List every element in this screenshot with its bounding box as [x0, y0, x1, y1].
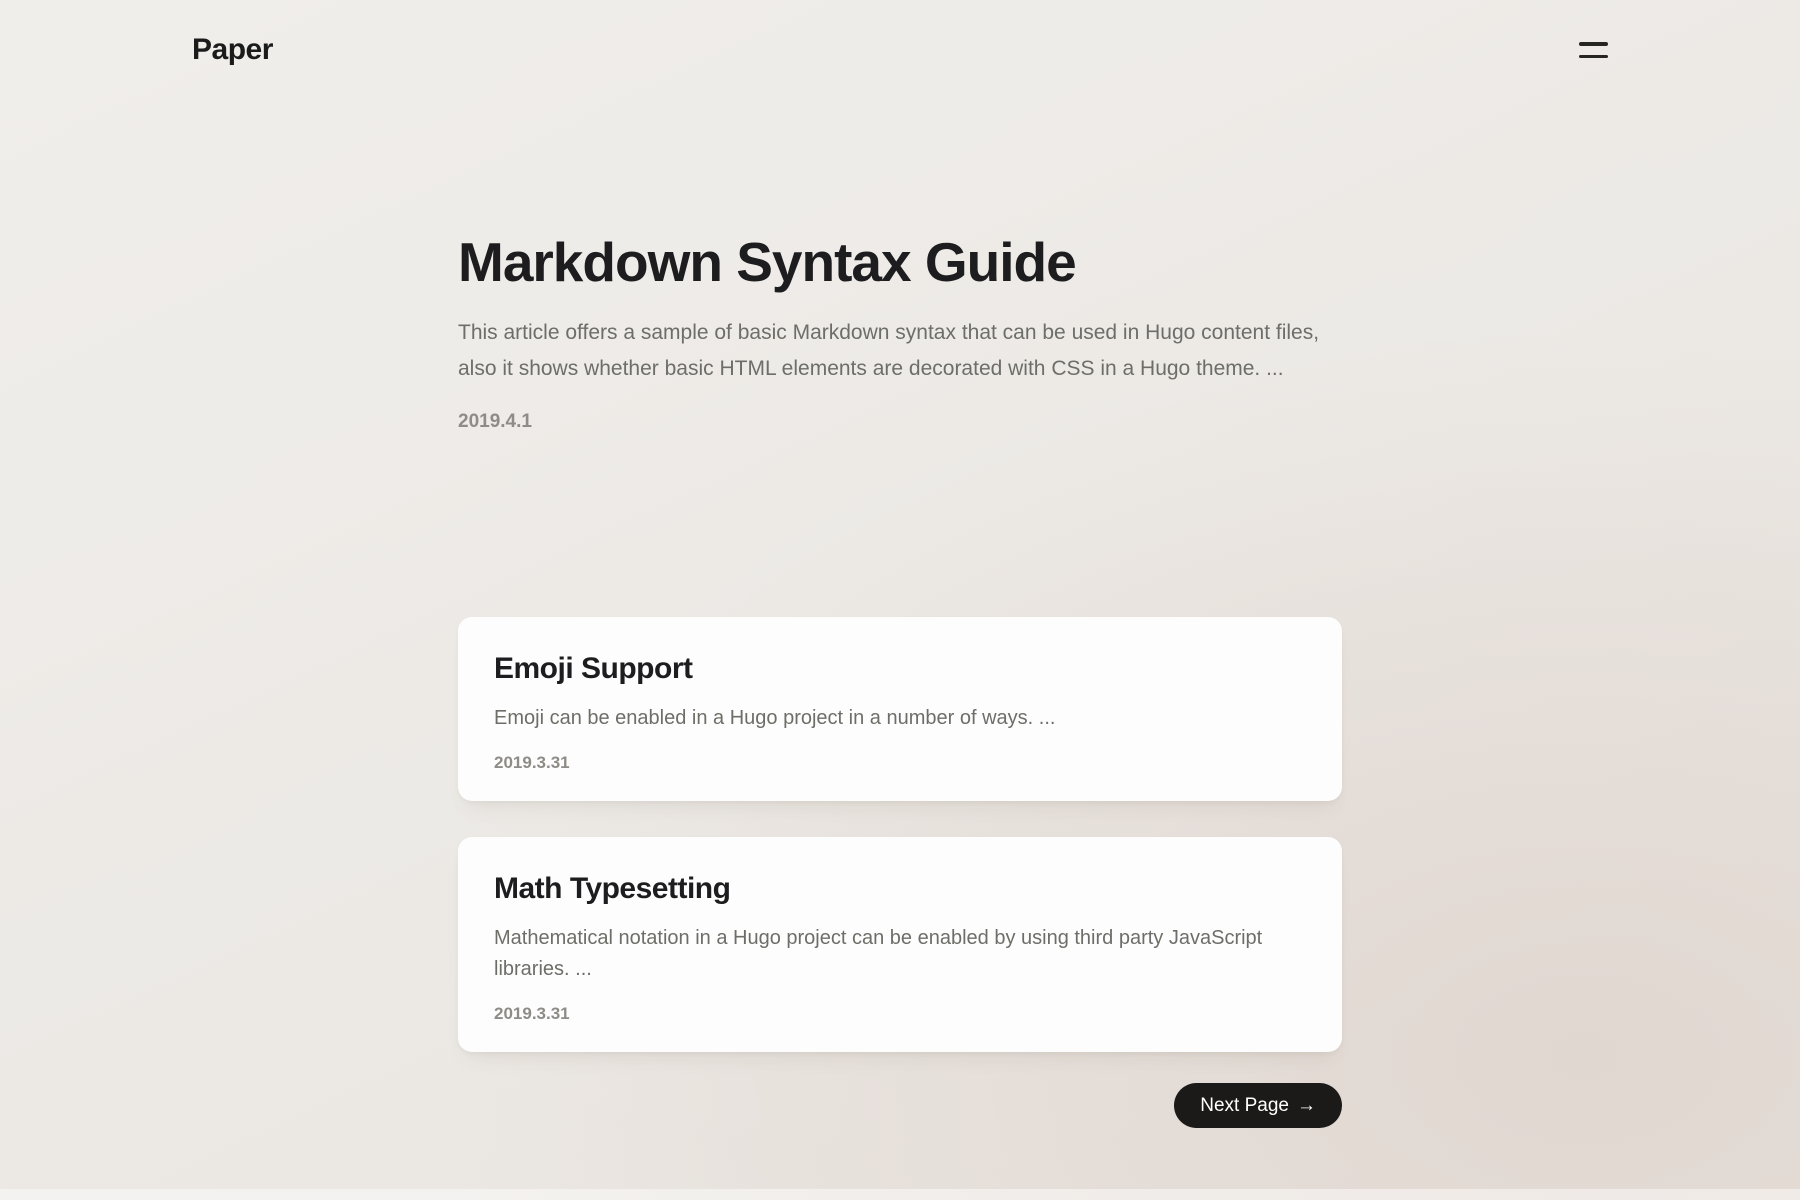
post-title-link[interactable]: Emoji Support [494, 651, 693, 685]
hamburger-menu-icon [1579, 55, 1608, 59]
site-header [0, 0, 1800, 70]
menu-button[interactable] [1579, 36, 1608, 64]
post-title-link[interactable]: Math Typesetting [494, 871, 731, 905]
post-date: 2019.3.31 [494, 752, 570, 772]
next-page-label: Next Page [1200, 1094, 1289, 1116]
pagination [458, 1083, 1342, 1128]
featured-post-summary: This article offers a sample of basic Markdown syntax that can be used in Hugo content files, also it shows whether basic HTML elements are decorated with CSS in a Hugo theme. ... [458, 320, 1320, 380]
post-summary: Mathematical notation in a Hugo project can be enabled by using third party JavaScript libraries. ... [494, 926, 1263, 980]
arrow-right-icon: → [1297, 1094, 1316, 1116]
site-logo[interactable]: Paper [192, 33, 273, 66]
featured-post-title-link[interactable]: Markdown Syntax Guide [458, 231, 1076, 293]
post-date: 2019.3.31 [494, 1003, 570, 1023]
featured-post-date: 2019.4.1 [458, 410, 532, 432]
footer-strip [0, 1189, 1800, 1200]
hamburger-menu-icon [1579, 42, 1608, 46]
post-summary: Emoji can be enabled in a Hugo project in a number of ways. ... [494, 706, 1056, 729]
post-card[interactable] [458, 837, 1342, 1052]
next-page-button[interactable] [1174, 1083, 1342, 1128]
post-list [458, 617, 1342, 1052]
post-card[interactable] [458, 617, 1342, 801]
featured-post [458, 232, 1342, 433]
main-content [458, 232, 1342, 1128]
